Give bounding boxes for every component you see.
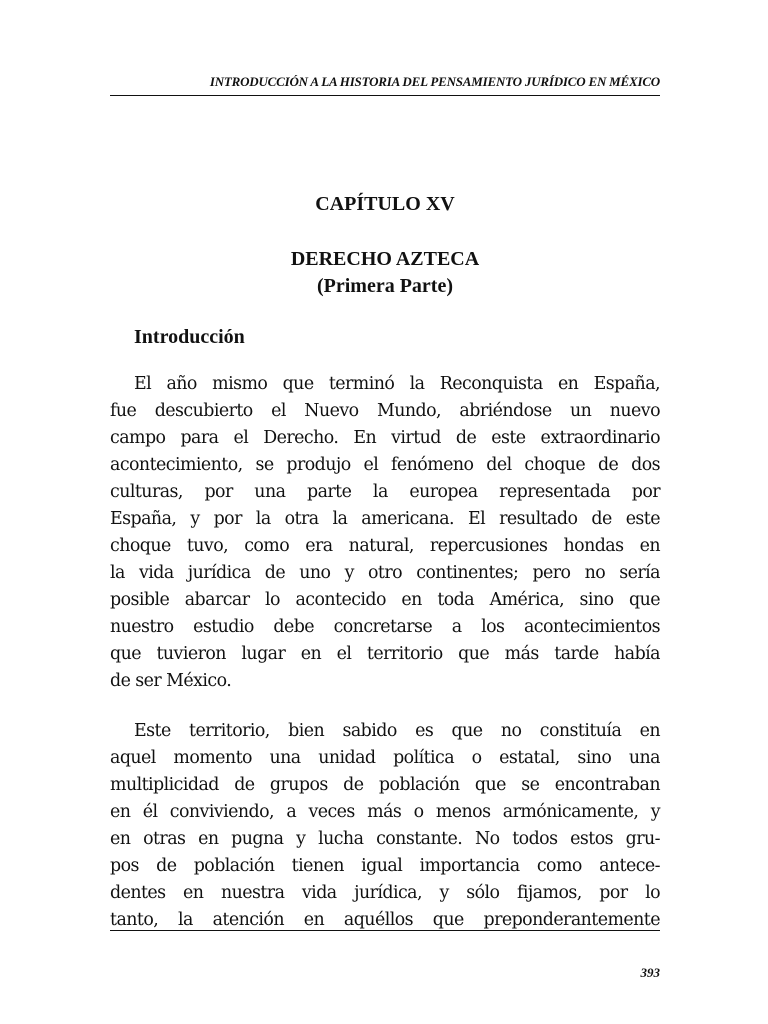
text-line: que tuvieron lugar en el territorio que más tarde había bbox=[110, 644, 660, 664]
text-line: choque tuvo, como era natural, repercusiones hondas en bbox=[110, 536, 660, 556]
page-number: 393 bbox=[640, 965, 660, 980]
text-line: campo para el Derecho. En virtud de este extraordinario bbox=[110, 428, 660, 448]
footer-rule bbox=[110, 930, 660, 931]
text-line: en otras en pugna y lucha constante. No todos estos gru- bbox=[110, 829, 660, 849]
text-line: posible abarcar lo acontecido en toda América, sino que bbox=[110, 590, 660, 610]
text-line: nuestro estudio debe concretarse a los acontecimientos bbox=[110, 617, 660, 637]
section-heading: Introducción bbox=[134, 326, 245, 348]
text-line: pos de población tienen igual importancia como antece- bbox=[110, 856, 660, 876]
text-line: multiplicidad de grupos de población que se encontraban bbox=[110, 775, 660, 795]
header-rule bbox=[110, 95, 660, 96]
chapter-label: CAPÍTULO XV bbox=[315, 193, 455, 215]
paragraph-1 bbox=[110, 371, 660, 695]
text-line: culturas, por una parte la europea representada por bbox=[110, 482, 660, 502]
chapter-subtitle: (Primera Parte) bbox=[316, 275, 453, 297]
text-line: acontecimiento, se produjo el fenómeno del choque de dos bbox=[110, 455, 660, 475]
text-line: España, y por la otra la americana. El resultado de este bbox=[110, 509, 660, 529]
text-line: aquel momento una unidad política o estatal, sino una bbox=[110, 748, 660, 768]
text-line: de ser México. bbox=[110, 671, 232, 691]
running-header: INTRODUCCIÓN A LA HISTORIA DEL PENSAMIENTO JURÍDICO EN MÉXICO bbox=[209, 74, 660, 89]
text-line: fue descubierto el Nuevo Mundo, abriéndose un nuevo bbox=[110, 401, 660, 421]
text-line: la vida jurídica de uno y otro continentes; pero no sería bbox=[110, 563, 660, 583]
text-line: tanto, la atención en aquéllos que preponderantemente bbox=[110, 910, 660, 930]
text-line: en él conviviendo, a veces más o menos armónicamente, y bbox=[110, 802, 660, 822]
paragraph-2 bbox=[110, 718, 660, 934]
text-line: Este territorio, bien sabido es que no constituía en bbox=[134, 721, 660, 741]
text-line: El año mismo que terminó la Reconquista en España, bbox=[134, 374, 660, 394]
chapter-title: DERECHO AZTECA bbox=[290, 248, 480, 270]
chapter-title-block bbox=[110, 246, 660, 300]
text-line: dentes en nuestra vida jurídica, y sólo fijamos, por lo bbox=[110, 883, 660, 903]
